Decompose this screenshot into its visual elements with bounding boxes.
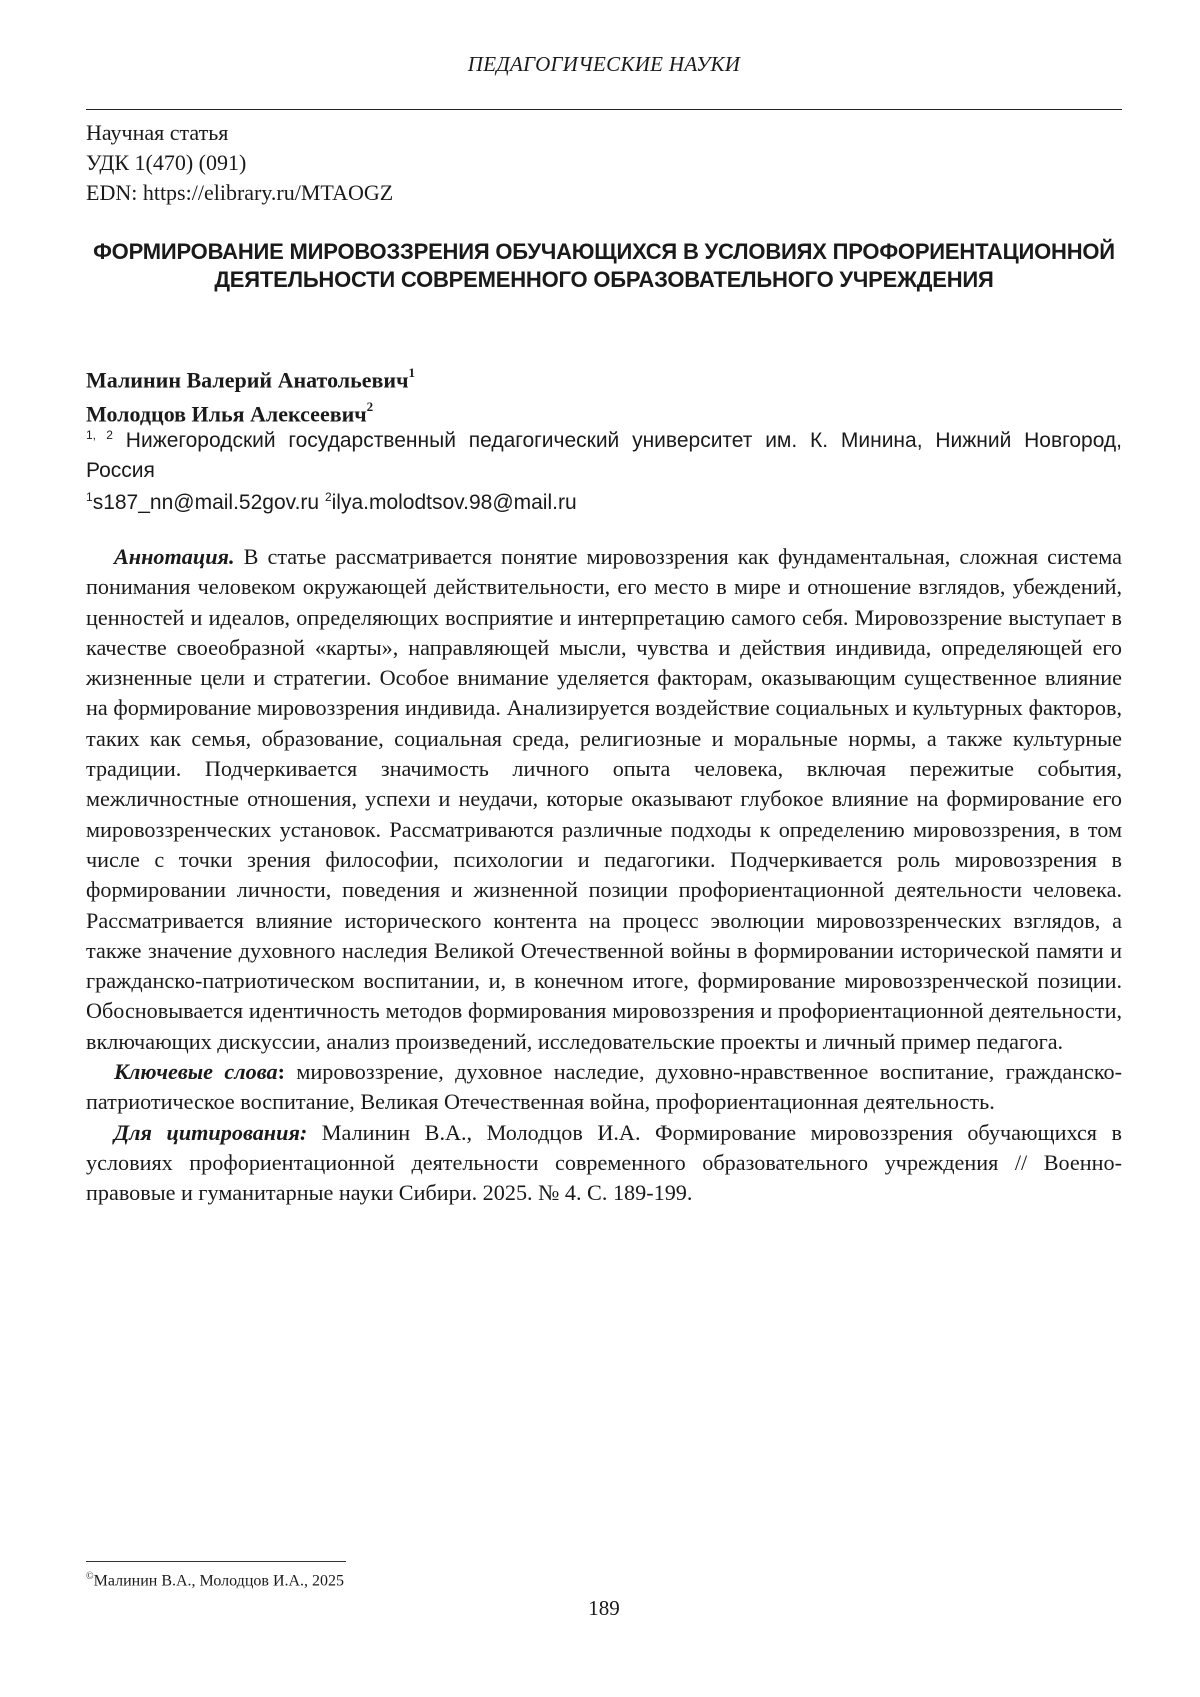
- abstract-label: Аннотация.: [114, 544, 235, 569]
- affiliation-marks: 1, 2: [86, 428, 113, 442]
- udc-code: УДК 1(470) (091): [86, 150, 247, 175]
- email-1[interactable]: s187_nn@mail.52gov.ru: [92, 491, 320, 514]
- article-title: ФОРМИРОВАНИЕ МИРОВОЗЗРЕНИЯ ОБУЧАЮЩИХСЯ В УСЛОВИЯХ ПРОФОРИЕНТАЦИОННОЙ ДЕЯТЕЛЬНОСТИ СОВРЕМЕННОГО ОБРАЗОВАТЕЛЬНОГО УЧРЕЖДЕНИЯ: [93, 239, 1115, 292]
- affiliation: [86, 420, 1122, 486]
- keywords-text: мировоззрение, духовное наследие, духовно-нравственное воспитание, гражданско-патриотическое воспитание, Великая Отечественная война, профориентационная деятельность.: [86, 1059, 1123, 1115]
- copyright-text: Малинин В.А., Молодцов И.А., 2025: [93, 1572, 345, 1590]
- citation-text: Малинин В.А., Молодцов И.А. Формирование мировоззрения обучающихся в условиях профориентационной деятельности современного образовательного учреждения // Военно-правовые и гуманитарные науки Сибири. 2025. № 4. С. 189-199.: [86, 1119, 1123, 1206]
- copyright-symbol: ©: [86, 1571, 94, 1582]
- keywords-label: Ключевые слова: [114, 1059, 278, 1085]
- copyright-footnote: [86, 1571, 344, 1590]
- keywords-colon: :: [277, 1059, 285, 1085]
- article-type: Научная статья: [86, 120, 229, 145]
- footnote-rule: [86, 1561, 346, 1562]
- article-meta: [86, 118, 393, 208]
- citation-paragraph: [86, 1118, 1122, 1209]
- edn-link[interactable]: EDN: https://elibrary.ru/MTAOGZ: [86, 180, 394, 205]
- running-head: ПЕДАГОГИЧЕСКИЕ НАУКИ: [467, 52, 741, 76]
- author-1-mark: 1: [408, 365, 415, 380]
- author-2-mark: 2: [366, 399, 374, 415]
- email-1-mark: 1: [86, 490, 93, 504]
- author-1: [86, 360, 415, 394]
- author-list: [86, 360, 415, 429]
- author-emails: [86, 482, 577, 518]
- article-front-matter: [86, 542, 1122, 1209]
- affiliation-text: Нижегородский государственный педагогический университет им. К. Минина, Нижний Новгород, Россия: [86, 429, 1122, 482]
- header-rule: [86, 109, 1122, 110]
- citation-label: Для цитирования:: [114, 1119, 308, 1145]
- email-2[interactable]: ilya.molodtsov.98@mail.ru: [331, 491, 577, 514]
- keywords-paragraph: [86, 1057, 1122, 1118]
- abstract-paragraph: [86, 542, 1122, 1057]
- author-1-name: Малинин Валерий Анатольевич: [86, 367, 409, 393]
- email-2-mark: 2: [324, 490, 332, 504]
- author-2-name: Молодцов Илья Алексеевич: [86, 401, 367, 427]
- abstract-text: В статье рассматривается понятие мировоззрения как фундаментальная, сложная система понимания человеком окружающей действительности, его место в мире и отношение взглядов, убеждений, ценностей и идеалов, определяющих восприятие и интерпретацию самого себя. Мировоззрение выступает в качестве своеобразной «карты», направляющей мысли, чувства и действия индивида, определяющей его жизненные цели и стратегии. Особое внимание уделяется факторам, оказывающим существенное влияние на формирование мировоззрения индивида. Анализируется воздействие социальных и культурных факторов, таких как семья, образование, социальная среда, религиозные и моральные нормы, а также культурные традиции. Подчеркивается значимость личного опыта человека, включая пережитые события, межличностные отношения, успехи и неудачи, которые оказывают глубокое влияние на формирование его мировоззренческих установок. Рассматриваются различные подходы к определению мировоззрения, в том числе с точки зрения философии, психологии и педагогики. Подчеркивается роль мировоззрения в формировании личности, поведения и жизненной позиции профориентационной деятельности человека. Рассматривается влияние исторического контента на процесс эволюции мировоззренческих взглядов, а также значение духовного наследия Великой Отечественной войны в формировании исторической памяти и гражданско-патриотическом воспитании, и, в конечном итоге, формирование мировоззренческой позиции. Обосновывается идентичность методов формирования мировоззрения и профориентационной деятельности, включающих дискуссии, анализ произведений, исследовательские проекты и личный пример педагога.: [86, 544, 1123, 1054]
- page-number: 189: [588, 1596, 620, 1620]
